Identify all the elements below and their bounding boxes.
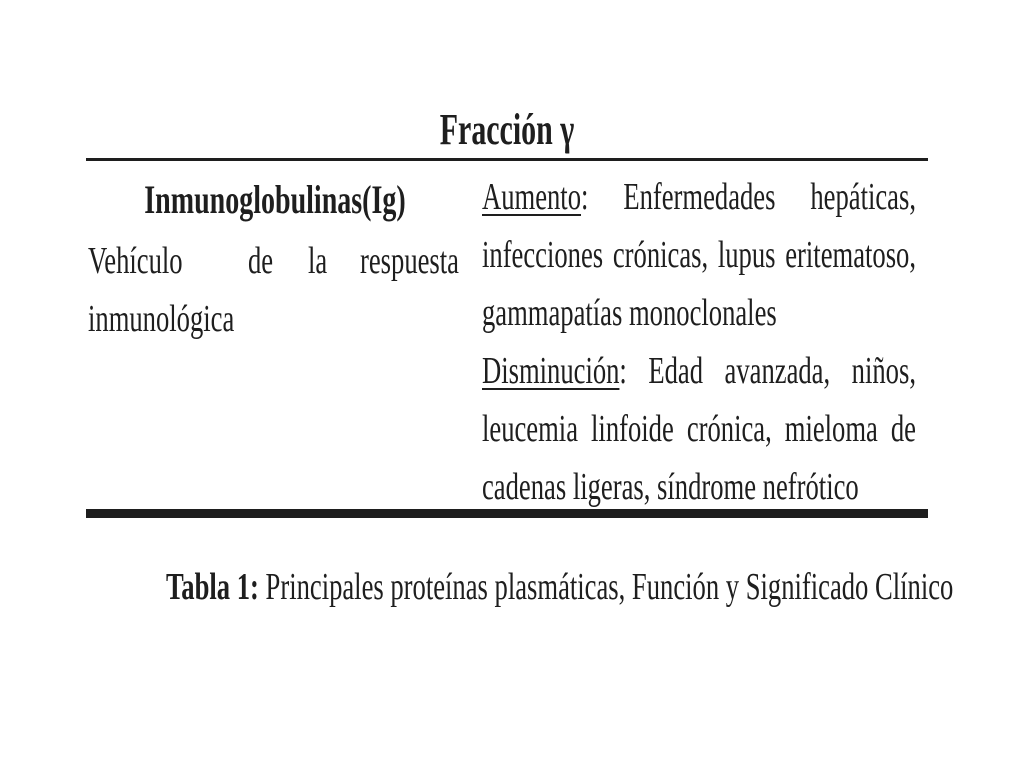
clinical-word: eritematoso, [785, 234, 916, 276]
function-word: de [247, 240, 273, 282]
protein-cell [88, 172, 462, 228]
function-word: Vehículo [88, 240, 183, 282]
clinical-word: mieloma [784, 408, 878, 450]
clinical-word: de [890, 408, 916, 450]
clinical-word: niños, [851, 350, 916, 392]
clinical-word: infecciones [482, 234, 604, 276]
clinical-word: hepáticas, [810, 176, 916, 218]
caption-text: Principales proteínas plasmáticas, Función y Significado Clínico [258, 566, 954, 608]
clinical-word: lupus [717, 234, 776, 276]
function-word: respuesta [359, 240, 459, 282]
clinical-word: avanzada, [724, 350, 831, 392]
protein-function [88, 232, 462, 348]
decrease-label: Disminución [482, 350, 620, 392]
increase-line-1: Aumento: Enfermedades hepáticas, [482, 168, 916, 226]
clinical-word: linfoide [591, 408, 674, 450]
increase-line-2 [482, 226, 916, 284]
clinical-word: crónicas, [612, 234, 709, 276]
increase-line-3: gammapatías monoclonales [482, 292, 777, 334]
clinical-significance-cell [482, 168, 916, 516]
protein-name: Inmunoglobulinas(Ig) [144, 177, 406, 222]
section-title: Fracción γ [439, 105, 575, 154]
clinical-word: Edad [648, 350, 704, 392]
clinical-word: leucemia [482, 408, 578, 450]
caption-label: Tabla 1: [166, 566, 259, 608]
table-caption [166, 565, 953, 609]
decrease-line-3: cadenas ligeras, síndrome nefrótico [482, 466, 859, 508]
function-line-2: inmunológica [88, 298, 235, 340]
increase-label: Aumento [482, 176, 582, 218]
table-top-rule [86, 158, 928, 161]
decrease-line-1: Disminución: Edad avanzada, niños, [482, 342, 916, 400]
decrease-line-2 [482, 400, 916, 458]
function-word: la [308, 240, 328, 282]
table-bottom-rule [86, 509, 928, 518]
clinical-word: Enfermedades [623, 176, 776, 218]
function-line-1 [88, 232, 462, 290]
clinical-word: crónica, [686, 408, 772, 450]
